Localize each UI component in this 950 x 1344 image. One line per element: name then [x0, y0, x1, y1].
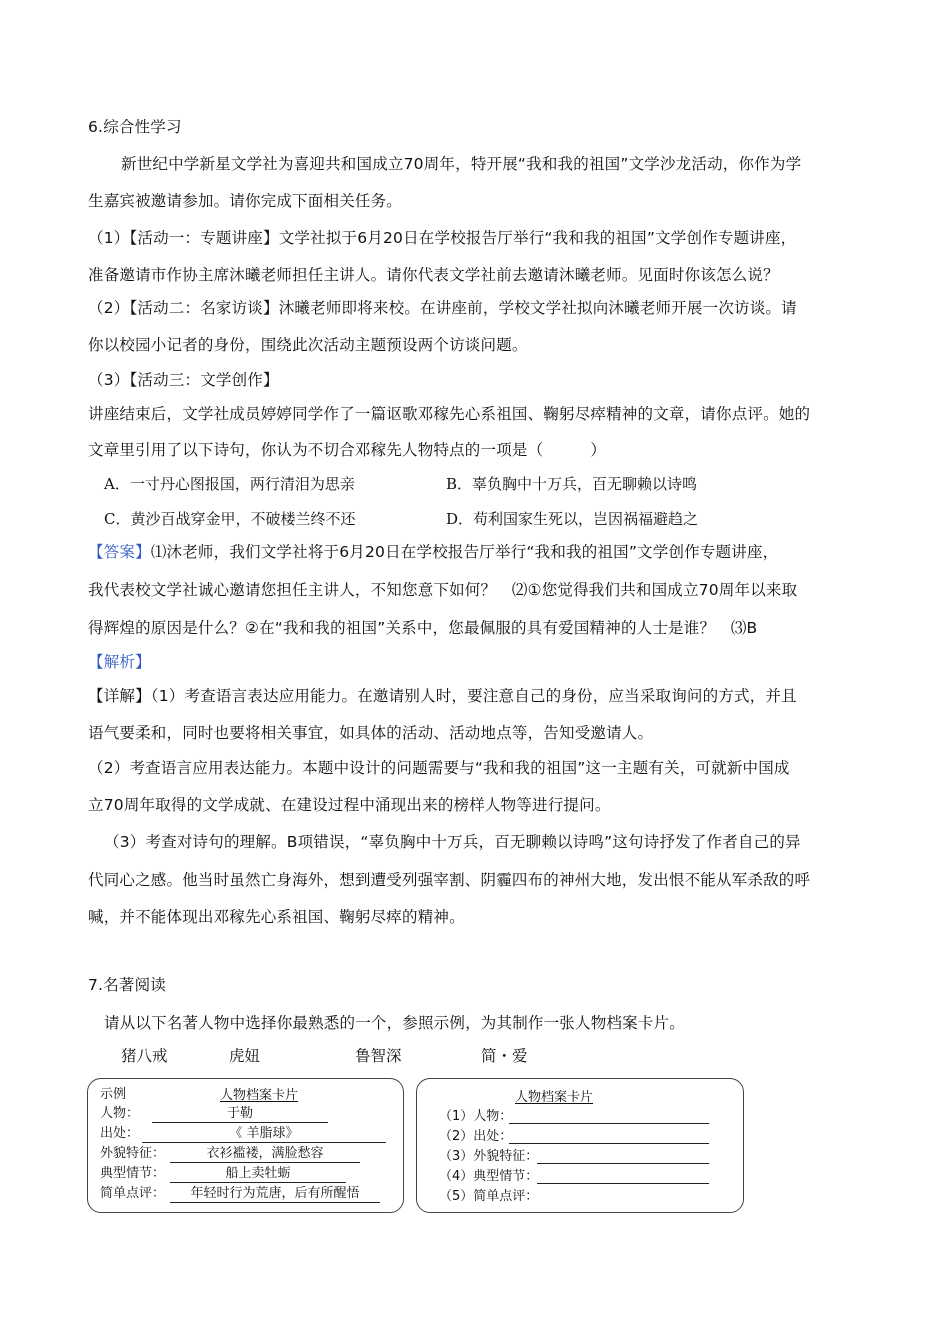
blank-label-comment: （5）简单点评：: [439, 1189, 539, 1204]
example-label-appearance: 外貌特征：: [100, 1146, 166, 1161]
blank-line-plot[interactable]: [537, 1183, 709, 1184]
analysis-tag: 【解析】: [88, 653, 151, 671]
blank-line-person[interactable]: [509, 1123, 709, 1124]
answer-line-2: 我代表校文学社诚心邀请您担任主讲人，不知您意下如何？ ⑵①您觉得我们共和国成立70周年以来取: [88, 581, 798, 599]
q6-task3-line-2: 文章里引用了以下诗句，你认为不切合邓稼先人物特点的一项是（ ）: [88, 441, 607, 459]
q6-task2-line-1: （2）【活动二：名家访谈】沐曦老师即将来校。在讲座前，学校文学社拟向沐曦老师开展一次访谈。请: [88, 299, 797, 317]
example-card-title: 人物档案卡片: [220, 1088, 299, 1103]
option-d: D．苟利国家生死以，岂因祸福避趋之: [446, 510, 699, 528]
example-value-source: 《 羊脂球》: [142, 1126, 386, 1143]
detail-line-2: 语气要柔和，同时也要将相关事宜，如具体的活动、活动地点等，告知受邀请人。: [88, 724, 654, 742]
blank-line-source[interactable]: [509, 1143, 709, 1144]
q7-title: 7.名著阅读: [88, 976, 166, 994]
option-a: A．一寸丹心图报国，两行清泪为思亲: [104, 475, 355, 493]
detail-line-5: （3）考查对诗句的理解。B项错误，“辜负胸中十万兵，百无聊赖以诗鸣”这句诗抒发了作者自己的异: [104, 833, 801, 851]
detail-line-7: 喊，并不能体现出邓稼先心系祖国、鞠躬尽瘁的精神。: [88, 908, 465, 926]
q6-task3-heading: （3）【活动三：文学创作】: [88, 371, 279, 389]
q6-title: 6.综合性学习: [88, 118, 182, 136]
example-value-person: 于勒: [152, 1106, 328, 1123]
blank-line-appearance[interactable]: [537, 1163, 709, 1164]
q6-intro-line-1: 新世纪中学新星文学社为喜迎共和国成立70周年，特开展“我和我的祖国”文学沙龙活动，你作为学: [121, 155, 802, 173]
q6-task3-line-1: 讲座结束后，文学社成员婷婷同学作了一篇讴歌邓稼先心系祖国、鞠躬尽瘁精神的文章，请你点评。她的: [88, 405, 811, 423]
answer-line-3: 得辉煌的原因是什么？②在“我和我的祖国”关系中，您最佩服的具有爱国精神的人士是谁？ ⑶B: [88, 619, 758, 637]
option-b: B．辜负胸中十万兵，百无聊赖以诗鸣: [446, 475, 698, 493]
example-label-plot: 典型情节：: [100, 1166, 166, 1181]
answer-text-1: ⑴沐老师，我们文学社将于6月20日在学校报告厅举行“我和我的祖国”文学创作专题讲座，: [150, 543, 779, 561]
blank-label-person: （1）人物：: [439, 1109, 513, 1124]
example-value-plot: 船上卖牡蛎: [170, 1166, 346, 1183]
example-caption: 示例: [100, 1087, 127, 1102]
q6-task1-line-2: 准备邀请市作协主席沐曦老师担任主讲人。请你代表文学社前去邀请沐曦老师。见面时你该怎么说？: [88, 266, 779, 284]
example-label-person: 人物：: [100, 1106, 140, 1121]
detail-line-6: 代同心之感。他当时虽然亡身海外，想到遭受列强宰割、阴霾四布的神州大地，发出恨不能从军杀敌的呼: [88, 871, 811, 889]
blank-label-appearance: （3）外貌特征：: [439, 1149, 539, 1164]
detail-line-1: 【详解】（1）考查语言表达应用能力。在邀请别人时，要注意自己的身份，应当采取询问的方式，并且: [88, 687, 797, 705]
example-value-appearance: 衣衫褴褛，满脸愁容: [170, 1146, 360, 1163]
detail-line-3: （2）考查语言应用表达能力。本题中设计的问题需要与“我和我的祖国”这一主题有关，可就新中国成: [88, 759, 790, 777]
character-name-1: 猪八戒: [121, 1047, 168, 1065]
character-name-3: 鲁智深: [355, 1047, 402, 1065]
example-label-comment: 简单点评：: [100, 1186, 166, 1201]
answer-line-1: [88, 542, 778, 562]
example-profile-card: [87, 1078, 404, 1213]
blank-profile-card: [416, 1078, 744, 1213]
example-value-comment: 年轻时行为荒唐，后有所醒悟: [170, 1186, 380, 1203]
blank-card-title: 人物档案卡片: [515, 1090, 594, 1105]
option-c: C．黄沙百战穿金甲，不破楼兰终不还: [104, 510, 356, 528]
character-name-4: 简・爱: [481, 1047, 528, 1065]
blank-label-source: （2）出处：: [439, 1129, 513, 1144]
character-name-2: 虎妞: [229, 1047, 261, 1065]
q7-intro: 请从以下名著人物中选择你最熟悉的一个，参照示例，为其制作一张人物档案卡片。: [104, 1014, 685, 1032]
q6-task2-line-2: 你以校园小记者的身份，围绕此次活动主题预设两个访谈问题。: [88, 336, 528, 354]
answer-tag: 【答案】: [88, 543, 151, 561]
example-label-source: 出处：: [100, 1126, 140, 1141]
blank-label-plot: （4）典型情节：: [439, 1169, 539, 1184]
q6-intro-line-2: 生嘉宾被邀请参加。请你完成下面相关任务。: [88, 192, 403, 210]
detail-line-4: 立70周年取得的文学成就、在建设过程中涌现出来的榜样人物等进行提问。: [88, 796, 611, 814]
q6-task1-line-1: （1）【活动一：专题讲座】文学社拟于6月20日在学校报告厅举行“我和我的祖国”文学创作专题讲座，: [88, 229, 797, 247]
